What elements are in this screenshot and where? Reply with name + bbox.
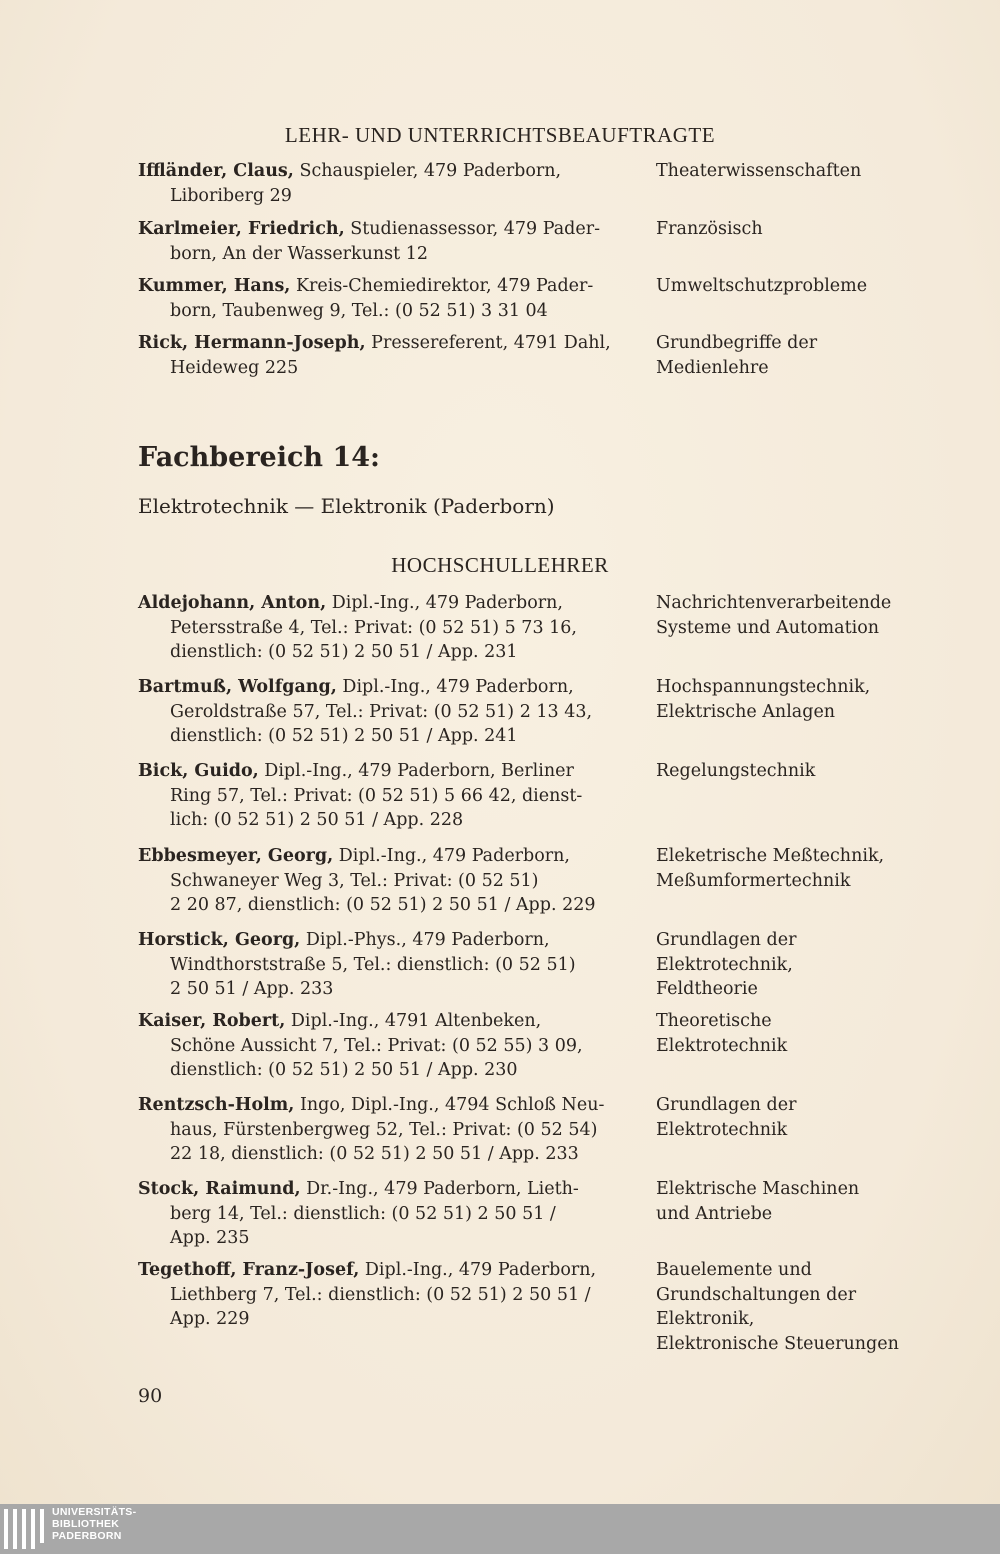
person-name: Bick, Guido, (138, 761, 259, 781)
subject: Elektrotechnik (656, 1035, 788, 1056)
subject: Meßumformertechnik (656, 870, 851, 891)
subject: Regelungstechnik (656, 761, 816, 781)
fachbereich-title: Fachbereich 14: (138, 442, 380, 473)
entry-text: Dipl.-Ing., 479 Paderborn, Berliner (258, 761, 574, 781)
subject: Grundlagen der (656, 930, 797, 950)
entry-text: Dipl.-Ing., 4791 Altenbeken, (285, 1011, 542, 1031)
section-heading-hochschullehrer: HOCHSCHULLEHRER (391, 553, 609, 577)
entry-text: Dipl.-Ing., 479 Paderborn, (326, 593, 563, 613)
entry-text: haus, Fürstenbergweg 52, Tel.: Privat: (0 52 54) (170, 1119, 598, 1140)
subject: Grundschaltungen der (656, 1284, 857, 1305)
subject: Elektrische Maschinen (656, 1179, 860, 1199)
subject: Grundlagen der (656, 1095, 797, 1115)
entry-text: Heideweg 225 (170, 357, 299, 378)
entry-text: App. 229 (170, 1309, 250, 1329)
person-name: Horstick, Georg, (138, 930, 301, 950)
subject: Französisch (656, 219, 763, 239)
subject: und Antriebe (656, 1203, 773, 1224)
entry-text: Petersstraße 4, Tel.: Privat: (0 52 51) 5 73 16, (170, 617, 577, 638)
person-name: Karlmeier, Friedrich, (138, 219, 345, 239)
subject: Feldtheorie (656, 979, 758, 999)
subject: Bauelemente und (656, 1260, 812, 1280)
entry-text: Geroldstraße 57, Tel.: Privat: (0 52 51) 2 13 43, (170, 701, 593, 722)
person-name: Bartmuß, Wolfgang, (138, 677, 337, 697)
entry-text: Pressereferent, 4791 Dahl, (365, 333, 611, 353)
entry-text: Dipl.-Ing., 479 Paderborn, (359, 1260, 597, 1280)
person-name: Stock, Raimund, (138, 1179, 301, 1199)
person-name: Rick, Hermann-Joseph, (138, 333, 366, 353)
person-name: Rentzsch-Holm, (138, 1095, 295, 1115)
subject: Theoretische (656, 1011, 772, 1031)
person-name: Iffländer, Claus, (138, 161, 294, 181)
entry-text: 22 18, dienstlich: (0 52 51) 2 50 51 / App. 233 (170, 1144, 579, 1164)
subject: Medienlehre (656, 357, 769, 378)
entry-text: berg 14, Tel.: dienstlich: (0 52 51) 2 50 51 / (170, 1203, 556, 1224)
subject: Elektrotechnik (656, 1119, 788, 1140)
entry-text: Dipl.-Ing., 479 Paderborn, (333, 846, 570, 866)
entry-text: Liethberg 7, Tel.: dienstlich: (0 52 51) 2 50 51 / (170, 1284, 591, 1305)
entry-text: Dr.-Ing., 479 Paderborn, Lieth- (300, 1179, 579, 1199)
library-name-line: UNIVERSITÄTS- (52, 1506, 137, 1518)
entry-text: Liboriberg 29 (170, 185, 292, 206)
subject: Umweltschutzprobleme (656, 276, 868, 296)
subject: Eleketrische Meßtechnik, (656, 846, 885, 866)
entry-text: Schauspieler, 479 Paderborn, (293, 161, 562, 181)
subject: Theaterwissenschaften (656, 161, 862, 181)
person-name: Tegethoff, Franz-Josef, (138, 1260, 360, 1280)
subject: Elektrotechnik, (656, 954, 793, 975)
entry-text: Schöne Aussicht 7, Tel.: Privat: (0 52 55) 3 09, (170, 1035, 583, 1056)
entry-text: lich: (0 52 51) 2 50 51 / App. 228 (170, 810, 464, 830)
subject: Elektronik, (656, 1309, 755, 1329)
entry-text: Kreis-Chemiedirektor, 479 Pader- (290, 276, 594, 296)
entry-text: Studienassessor, 479 Pader- (344, 219, 601, 239)
subject: Nachrichtenverarbeitende (656, 593, 892, 613)
entry-text: Ingo, Dipl.-Ing., 4794 Schloß Neu- (294, 1095, 605, 1115)
subject: Elektronische Steuerungen (656, 1333, 899, 1354)
entry-text: dienstlich: (0 52 51) 2 50 51 / App. 241 (170, 726, 518, 746)
person-name: Kummer, Hans, (138, 276, 291, 296)
library-footer-bar (0, 1504, 1000, 1554)
person-name: Aldejohann, Anton, (138, 593, 327, 613)
entry-text: Windthorststraße 5, Tel.: dienstlich: (0 52 51) (170, 954, 576, 975)
entry-text: born, Taubenweg 9, Tel.: (0 52 51) 3 31 04 (170, 300, 548, 321)
entry-text: dienstlich: (0 52 51) 2 50 51 / App. 230 (170, 1060, 518, 1080)
page-number: 90 (138, 1385, 163, 1407)
subject: Grundbegriffe der (656, 333, 818, 353)
person-name: Kaiser, Robert, (138, 1011, 286, 1031)
entry-text: Dipl.-Phys., 479 Paderborn, (300, 930, 550, 950)
library-name (52, 1506, 136, 1542)
entry-text: App. 235 (170, 1228, 250, 1248)
person-name: Ebbesmeyer, Georg, (138, 846, 334, 866)
library-name-line: BIBLIOTHEK (52, 1518, 120, 1530)
subject: Systeme und Automation (656, 617, 880, 638)
library-logo-icon (4, 1509, 48, 1549)
entry-text: Dipl.-Ing., 479 Paderborn, (336, 677, 574, 697)
subject: Elektrische Anlagen (656, 701, 836, 722)
entry-text: 2 50 51 / App. 233 (170, 979, 334, 999)
entry-text: born, An der Wasserkunst 12 (170, 243, 429, 264)
library-name-line: PADERBORN (52, 1530, 122, 1542)
subject: Hochspannungstechnik, (656, 677, 871, 697)
entry-text: Schwaneyer Weg 3, Tel.: Privat: (0 52 51) (170, 870, 539, 891)
entry-text: Ring 57, Tel.: Privat: (0 52 51) 5 66 42, dienst- (170, 785, 583, 806)
section-heading-lehrbeauftragte: LEHR- UND UNTERRICHTSBEAUFTRAGTE (284, 123, 716, 147)
entry-text: 2 20 87, dienstlich: (0 52 51) 2 50 51 / App. 229 (170, 895, 596, 915)
fachbereich-subtitle: Elektrotechnik — Elektronik (Paderborn) (138, 494, 555, 518)
entry-text: dienstlich: (0 52 51) 2 50 51 / App. 231 (170, 642, 518, 662)
